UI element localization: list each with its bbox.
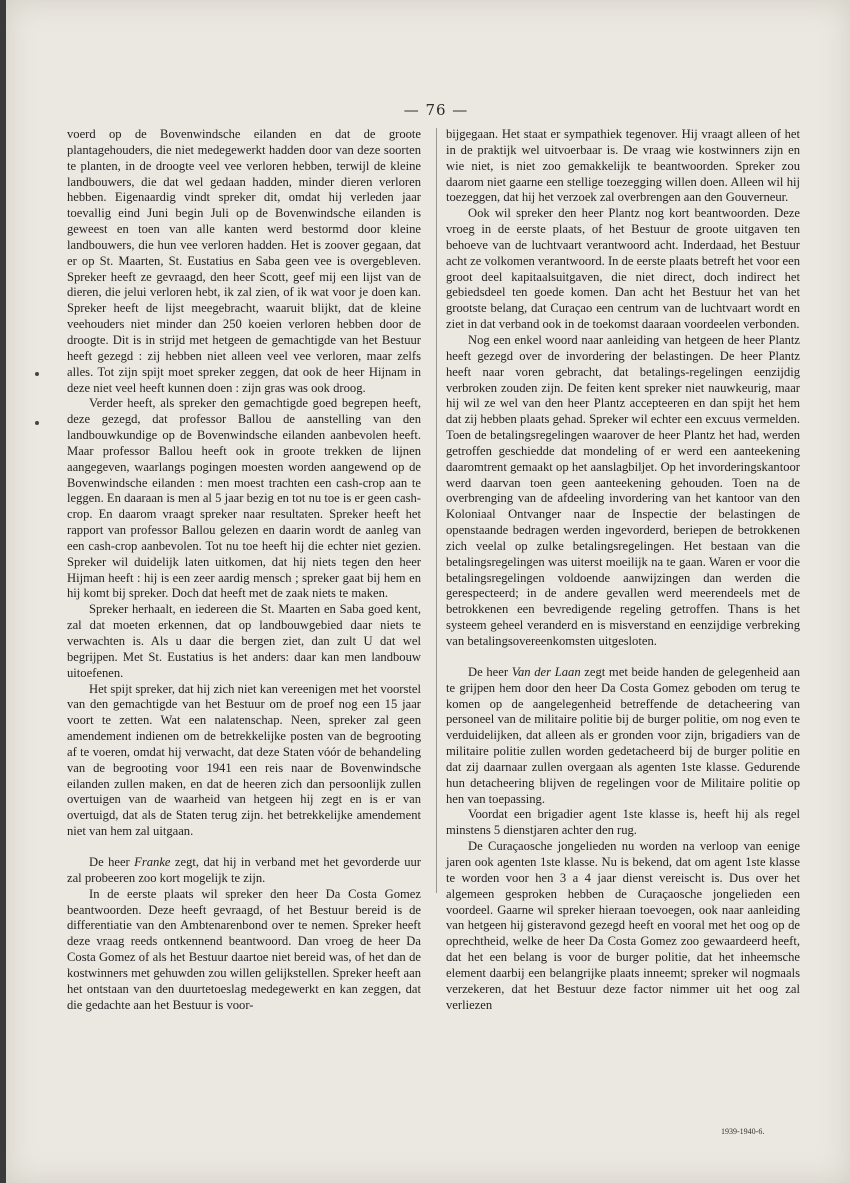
speaker-text: zegt, dat hij in verband met het gevorderde uur zal probeeren zoo kort mogelijk te zijn. — [67, 854, 421, 885]
paragraph: In de eerste plaats wil spreker den heer Da Costa Gomez beantwoorden. Deze heeft gevraagd, of het Bestuur bereid is de differentiatie van den Ambtenarenbond over te nemen. Spreker heeft deze vraag reeds ontkennend beantwoord. Dan vroeg de heer Da Costa Gomez of als het Bestuur daartoe niet bereid was, of het dan de kostwinners met gehuwden zou willen gelijkstellen. Spreker heeft aan het ontstaan van den duurtetoeslag medegewerkt en kan zeggen, dat die gedachte aan het Bestuur is voor- — [67, 886, 421, 1012]
folio-mark: 1939-1940-6. — [721, 1127, 765, 1136]
page-number: — 76 — — [403, 101, 469, 119]
paragraph: bijgegaan. Het staat er sympathiek tegenover. Hij vraagt alleen of het in de praktijk wel uitvoerbaar is. De vraag wie kostwinners zijn en wie niet, is niet zoo gemakkelijk te beantwoorden. Spreker zou daarom niet gaarne een stellige toezegging willen doen. Alleen wil hij toezeggen, dat hij het verzoek zal overbrengen aan den Gouverneur. — [446, 127, 800, 205]
right-column — [446, 127, 800, 1013]
paragraph: Nog een enkel woord naar aanleiding van hetgeen de heer Plantz heeft gezegd over de invordering der belastingen. De heer Plantz heeft naar voren gebracht, dat betalings-regelingen eenzijdig verbroken zouden zijn. De feiten kent spreker niet nauwkeurig, maar hij wil ze wel van den heer Plantz accepteeren en dan spijt het hem dat zij hebben plaats gehad. Spreker wil echter een excuus vermelden. Toen de betalingsregelingen waarover de heer Plantz het had, werden getroffen geschiedde dat mondeling of er werd een aanteekening daaromtrent gemaakt op het aanslagbiljet. Op het invorderingskantoor werd daarvan toen geen aanteekening gehouden. Toen na de overbrenging van de afdeeling invordering van het kantoor van den Koloniaal Ontvanger naar de Inspectie der belastingen de openstaande bedragen werden ingevorderd, beriepen de betrokkenen zich veelal op zulke betalingsregelingen. Het bestaan van die betalingsregelingen was uiterst moeilijk na te gaan. Waren er voor die betalingsregelingen voldoende aanwijzingen dan werden die gerespecteerd; in de andere gevallen werd meerendeels met de betrokkenen een bevredigende regeling getroffen. Thans is het systeem geheel veranderd en is misverstand en eenzijdige verbreking van betalingsovereenkomsten uitgesloten. — [446, 332, 800, 648]
paragraph: Ook wil spreker den heer Plantz nog kort beantwoorden. Deze vroeg in de eerste plaats, of het Bestuur de groote uitgaven ten behoeve van de luchtvaart verantwoord acht. Inderdaad, het Bestuur acht ze volkomen verantwoord. In de eerste plaats betreft het voor een groot deel kapitaalsuitgaven, die niet direct, doch indirect het gebiedsdeel ten goede komen. Dan acht het Bestuur het van het grootste belang, dat Curaçao een centrum van de luchtvaart wordt en ziet in dat verband ook in de toekomst daaraan voordeelen verbonden. — [446, 206, 800, 332]
paragraph: Verder heeft, als spreker den gemachtigde goed begrepen heeft, deze gezegd, dat professor Ballou de aanstelling van den landbouwkundige op de Bovenwindsche eilanden aanbevolen heeft. Maar professor Ballou heeft ook in groote trekken de lijnen aangegeven, waarlangs pogingen moesten worden aangewend op de Bovenwindsche eilanden : men moest trachten een cash-crop aan te leggen. En daaraan is men al 5 jaar bezig en tot nu toe is er geen cash-crop. En daarom vraagt spreker naar resultaten. Spreker heeft het rapport van professor Ballou gelezen en daarin wordt de aanleg van een cash-crop aanbevolen. Tot nu toe heeft hij die echter niet gezien. Spreker wil duidelijk laten uitkomen, dat hij niets tegen den heer Hijman heeft : hij is een zeer aardig mensch ; spreker gaat bij hem en hij komt bij spreker. Doch dat heeft met de zaak niets te maken. — [67, 396, 421, 601]
paragraph: voerd op de Bovenwindsche eilanden en dat de groote plantagehouders, die niet medegewerkt hadden door van deze soorten te planten, in de droogte veel vee verloren hebben, terwijl de kleine landbouwers, die dat wel gedaan hadden, minder dieren verloren hebben. Eigenaardig vindt spreker dit, omdat hij verleden jaar toevallig eind Juni begin Juli op de Bovenwindsche eilanden is geweest en toen van alle kanten werd bestormd door kleine landbouwers, die hun vee verloren hadden. Het is zoover gegaan, dat er op St. Maarten, St. Eustatius en Saba geen vee is overgebleven. Spreker heeft ze gevraagd, den heer Scott, geef mij een lijst van de dieren, die jelui verloren hebt, ik zal zien, of ik wat voor je doen kan. Spreker heeft de lijst meegebracht, waaruit blijkt, dat de kleine veehouders niet minder dan 250 koeien verloren hebben door de droogte. Dit is in strijd met hetgeen de gemachtigde van het Bestuur heeft gezegd : zij hebben niet alleen veel vee verloren, maar zelfs alles. Tot zijn spijt moet spreker zeggen, dat ook de heer Hijnam in deze niet veel heeft kunnen doen : zijn gras was ook droog. — [67, 127, 421, 395]
speaker-name: Franke — [134, 854, 171, 869]
paragraph: Het spijt spreker, dat hij zich niet kan vereenigen met het voorstel van den gemachtigde van het Bestuur om de proef nog een 15 jaar voort te zetten. Wat een nalatenschap. Neen, spreker zal geen amendement indienen om de betrekkelijke posten van de begrooting af te voeren, omdat hij verwacht, dat deze Staten vóór de behandeling van de begrooting voor 1941 een reis naar de Bovenwindsche eilanden zullen maken, en dat de heeren zich dan persoonlijk zullen overtuigen van de waarheid van hetgeen hij zegt en is er van overtuigd, dat als de Staten terug zijn. het betrekkelijke amendement niet van hem zal uitgaan. — [67, 681, 421, 839]
speaker-text: zegt met beide handen de gelegenheid aan te grijpen hem door den heer Da Costa Gomez geboden om terug te komen op de aangelegenheid betreffende de detacheering van personeel van de militaire politie bij de burger politie, om nog even te verduidelijken, dat alleen als er gronden voor zijn, brigadiers van de militaire politie zullen worden gedetacheerd bij de burger politie en dat zij daarnaar zullen overgaan als agenten 1ste klasse. Gedurende hun detacheering blijven de regelingen voor de Militaire politie op hen van toepassing. — [446, 664, 801, 806]
speaker-paragraph — [67, 855, 421, 887]
speaker-paragraph — [446, 665, 800, 808]
left-column — [67, 127, 421, 1013]
document-page — [6, 0, 850, 1183]
margin-mark — [35, 421, 39, 425]
margin-mark — [35, 372, 39, 376]
speaker-name: Van der Laan — [511, 664, 581, 679]
paragraph: De Curaçaosche jongelieden nu worden na verloop van eenige jaren ook agenten 1ste klasse. Nu is bekend, dat om agent 1ste klasse te worden voor hen 3 a 4 jaar dienst vereischt is. Dus over het algemeen gesproken hebben de Curaçaosche jongelieden een voordeel. Gaarne wil spreker hieraan toevoegen, ook naar aanleiding van hetgeen hij gisteravond gezegd heeft en vooral met het oog op de oprechtheid, welke de heer Da Costa Gomez zoo gewaardeerd heeft, dat het een belang is voor de burger politie, dat het inheemsche element daarbij een belangrijke plaats inneemt; spreker wil nogmaals verzekeren, dat het Bestuur deze factor nimmer uit het oog zal verliezen — [446, 839, 800, 1012]
speaker-prefix: De heer — [89, 854, 135, 869]
column-divider — [436, 128, 437, 893]
speaker-prefix: De heer — [468, 664, 512, 679]
paragraph: Voordat een brigadier agent 1ste klasse is, heeft hij als regel minstens 5 dienstjaren achter den rug. — [446, 807, 800, 838]
paragraph: Spreker herhaalt, en iedereen die St. Maarten en Saba goed kent, zal dat moeten erkennen, dat op landbouwgebied daar niets te verwachten is. Als u daar die bergen ziet, dan zult U dat wel begrijpen. Met St. Eustatius is het anders: daar kan men landbouw uitoefenen. — [67, 602, 421, 680]
